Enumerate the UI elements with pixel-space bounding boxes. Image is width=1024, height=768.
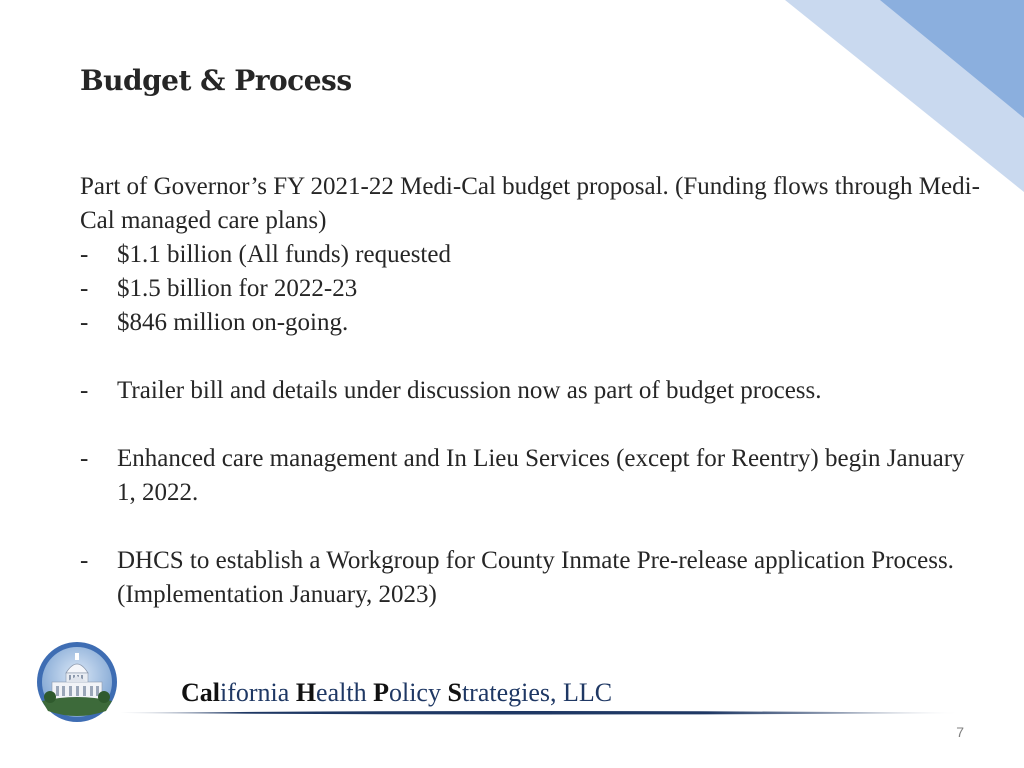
slide-title: Budget & Process xyxy=(80,64,352,97)
bullet-dash: - xyxy=(80,275,89,302)
footer-org-name xyxy=(181,678,612,708)
bullet-dash: - xyxy=(80,377,89,404)
footer-org-part-bold: H xyxy=(295,678,317,707)
footer-org-part: trategies, LLC xyxy=(461,678,613,707)
slide-body xyxy=(80,170,980,612)
page-number: 7 xyxy=(956,724,964,740)
bullet-dash: - xyxy=(80,547,89,574)
footer-org-part-bold: S xyxy=(447,678,462,707)
footer-org-part: olicy xyxy=(388,678,448,707)
bullet-dash: - xyxy=(80,309,89,336)
footer-divider xyxy=(120,709,960,717)
funding-item: $846 million on-going. xyxy=(117,309,349,336)
intro-paragraph: Part of Governor’s FY 2021-22 Medi-Cal budget proposal. (Funding flows through Medi-Cal managed care plans) xyxy=(80,173,980,234)
list-item xyxy=(80,272,980,306)
list-item xyxy=(80,374,980,408)
trailer-bill-item: Trailer bill and details under discussion now as part of budget process. xyxy=(117,377,822,404)
funding-item: $1.1 billion (All funds) requested xyxy=(117,241,451,268)
footer-org-part-bold: Cal xyxy=(181,678,220,707)
list-item xyxy=(80,544,980,612)
list-item xyxy=(80,306,980,340)
list-item xyxy=(80,238,980,272)
workgroup-item: DHCS to establish a Workgroup for County Inmate Pre-release application Process. (Implementation January, 2023) xyxy=(117,547,954,608)
footer-org-part: ealth xyxy=(316,678,374,707)
funding-item: $1.5 billion for 2022-23 xyxy=(117,275,358,302)
footer-org-part-bold: P xyxy=(373,678,389,707)
bullet-dash: - xyxy=(80,445,89,472)
capitol-dome-seal-icon xyxy=(36,641,118,723)
footer-org-part: ifornia xyxy=(220,678,296,707)
bullet-dash: - xyxy=(80,241,89,268)
list-item xyxy=(80,442,980,510)
ecm-item: Enhanced care management and In Lieu Services (except for Reentry) begin January 1, 2022. xyxy=(117,445,965,506)
